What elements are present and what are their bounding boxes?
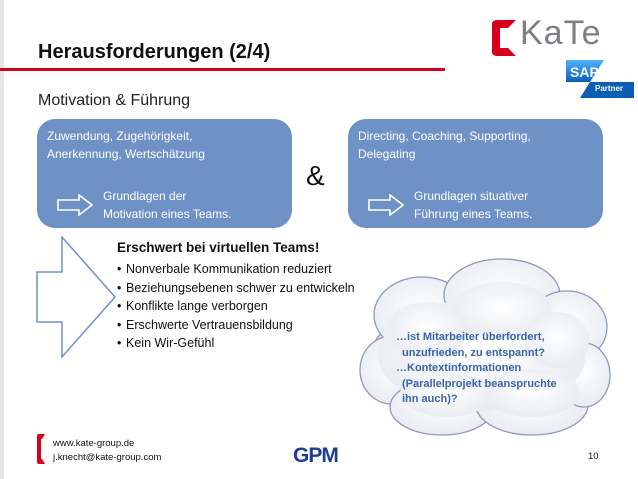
- sap-partner-badge: [566, 60, 634, 100]
- page-title: Herausforderungen (2/4): [38, 41, 271, 63]
- list-item: • Kein Wir-Gefühl: [117, 336, 215, 351]
- ampersand-connector: &: [306, 160, 325, 191]
- section-subtitle: Motivation & Führung: [38, 92, 191, 109]
- sap-label: SAP: [570, 64, 599, 80]
- website-link[interactable]: www.kate-group.de: [53, 438, 135, 449]
- large-right-arrow-icon: [36, 236, 116, 358]
- right-arrow-icon: [57, 194, 93, 216]
- challenges-list: [117, 262, 355, 355]
- challenges-heading: Erschwert bei virtuellen Teams!: [117, 240, 320, 255]
- leadership-box-bottom-text: Grundlagen situativer Führung eines Teams.: [414, 189, 533, 221]
- kate-footer-mark: [36, 432, 46, 466]
- list-item: • Nonverbale Kommunikation reduziert: [117, 262, 332, 276]
- page-number: 10: [588, 451, 599, 462]
- list-item: • Konflikte lange verborgen: [117, 299, 268, 314]
- title-underline: [0, 68, 445, 71]
- right-arrow-icon: [368, 194, 404, 216]
- gpm-logo: [292, 441, 348, 467]
- motivation-box: [37, 119, 292, 228]
- leadership-box-top-text: Directing, Coaching, Supporting, Delegating: [358, 129, 531, 161]
- list-item: • Erschwerte Vertrauensbildung: [117, 317, 293, 332]
- leadership-box: [348, 119, 603, 228]
- brand-name: KaTe: [520, 14, 602, 52]
- footer-contact: [53, 437, 161, 465]
- gpm-logo-text: GPM: [293, 444, 338, 467]
- partner-label: Partner: [595, 84, 624, 93]
- email-link[interactable]: j.knecht@kate-group.com: [53, 452, 162, 463]
- list-item: • Beziehungsebenen schwer zu entwickeln: [117, 280, 355, 295]
- motivation-box-top-text: Zuwendung, Zugehörigkeit, Anerkennung, Wertschätzung: [47, 129, 205, 161]
- left-edge-bar: [0, 0, 4, 479]
- cloud-text: …ist Mitarbeiter überfordert, unzufrieden, zu entspannt? …Kontextinformationen (Parallelprojekt beanspruchte ihn auch)?: [396, 331, 557, 405]
- motivation-box-bottom-text: Grundlagen der Motivation eines Teams.: [103, 189, 232, 221]
